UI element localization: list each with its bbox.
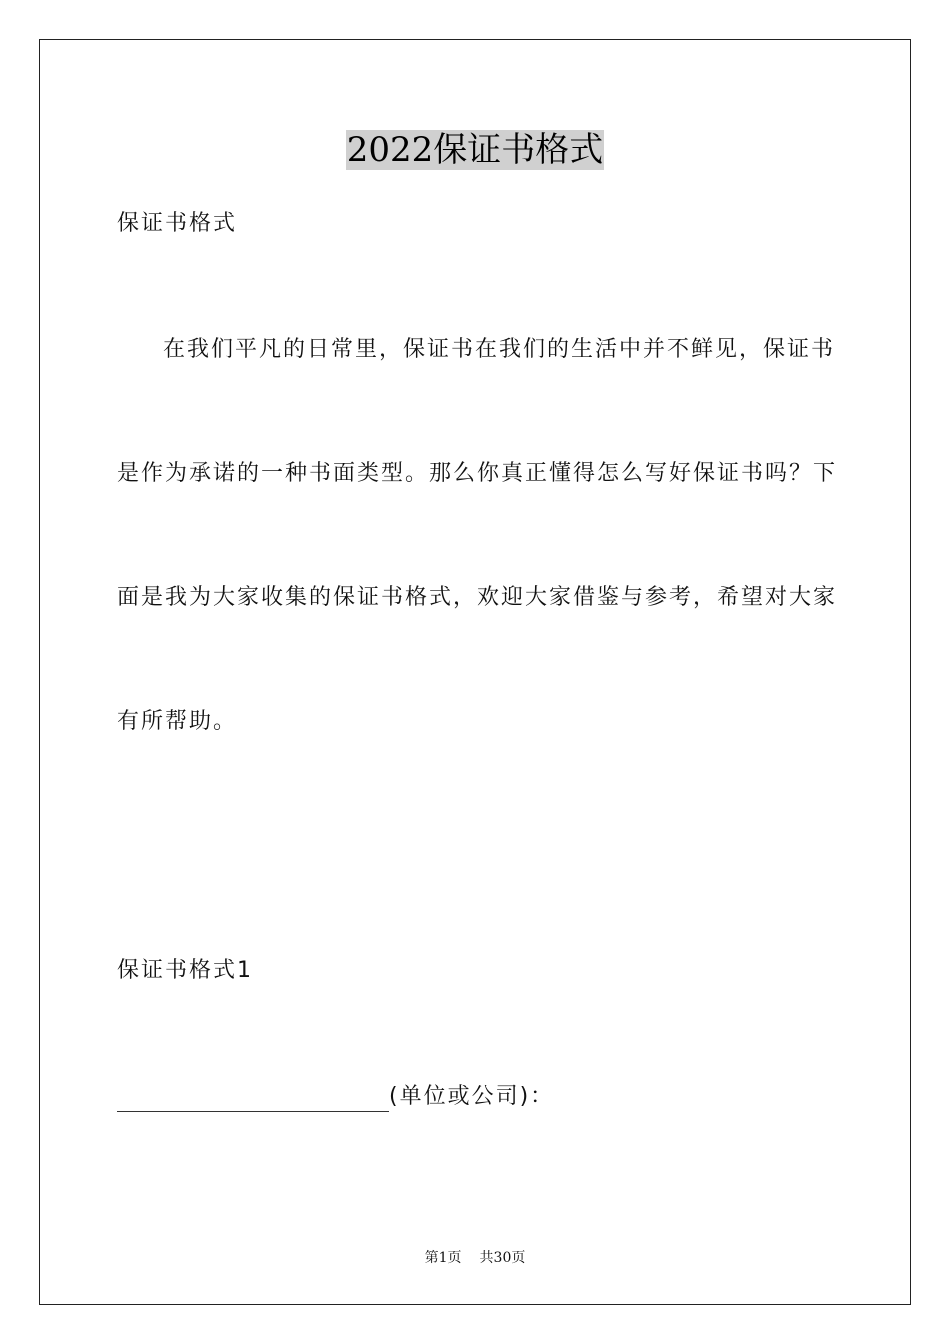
page-total: 共30页 [479,1250,526,1266]
addressee-label: (单位或公司)： [389,1084,555,1109]
blank-underline [117,1083,389,1112]
heading-line: 保证书格式 [117,211,238,236]
paragraph-line: 是作为承诺的一种书面类型。那么你真正懂得怎么写好保证书吗？下 [117,461,838,486]
paragraph-line: 面是我为大家收集的保证书格式，欢迎大家借鉴与参考，希望对大家 [117,585,838,610]
addressee-line [117,1080,554,1112]
section-heading: 保证书格式1 [117,958,253,983]
document-title [0,128,950,172]
document-title-text: 2022保证书格式 [346,130,604,170]
page-footer [0,1247,950,1267]
paragraph-line: 有所帮助。 [117,709,238,734]
page-number: 第1页 [424,1250,462,1266]
paragraph-line: 在我们平凡的日常里，保证书在我们的生活中并不鲜见，保证书 [163,337,836,362]
